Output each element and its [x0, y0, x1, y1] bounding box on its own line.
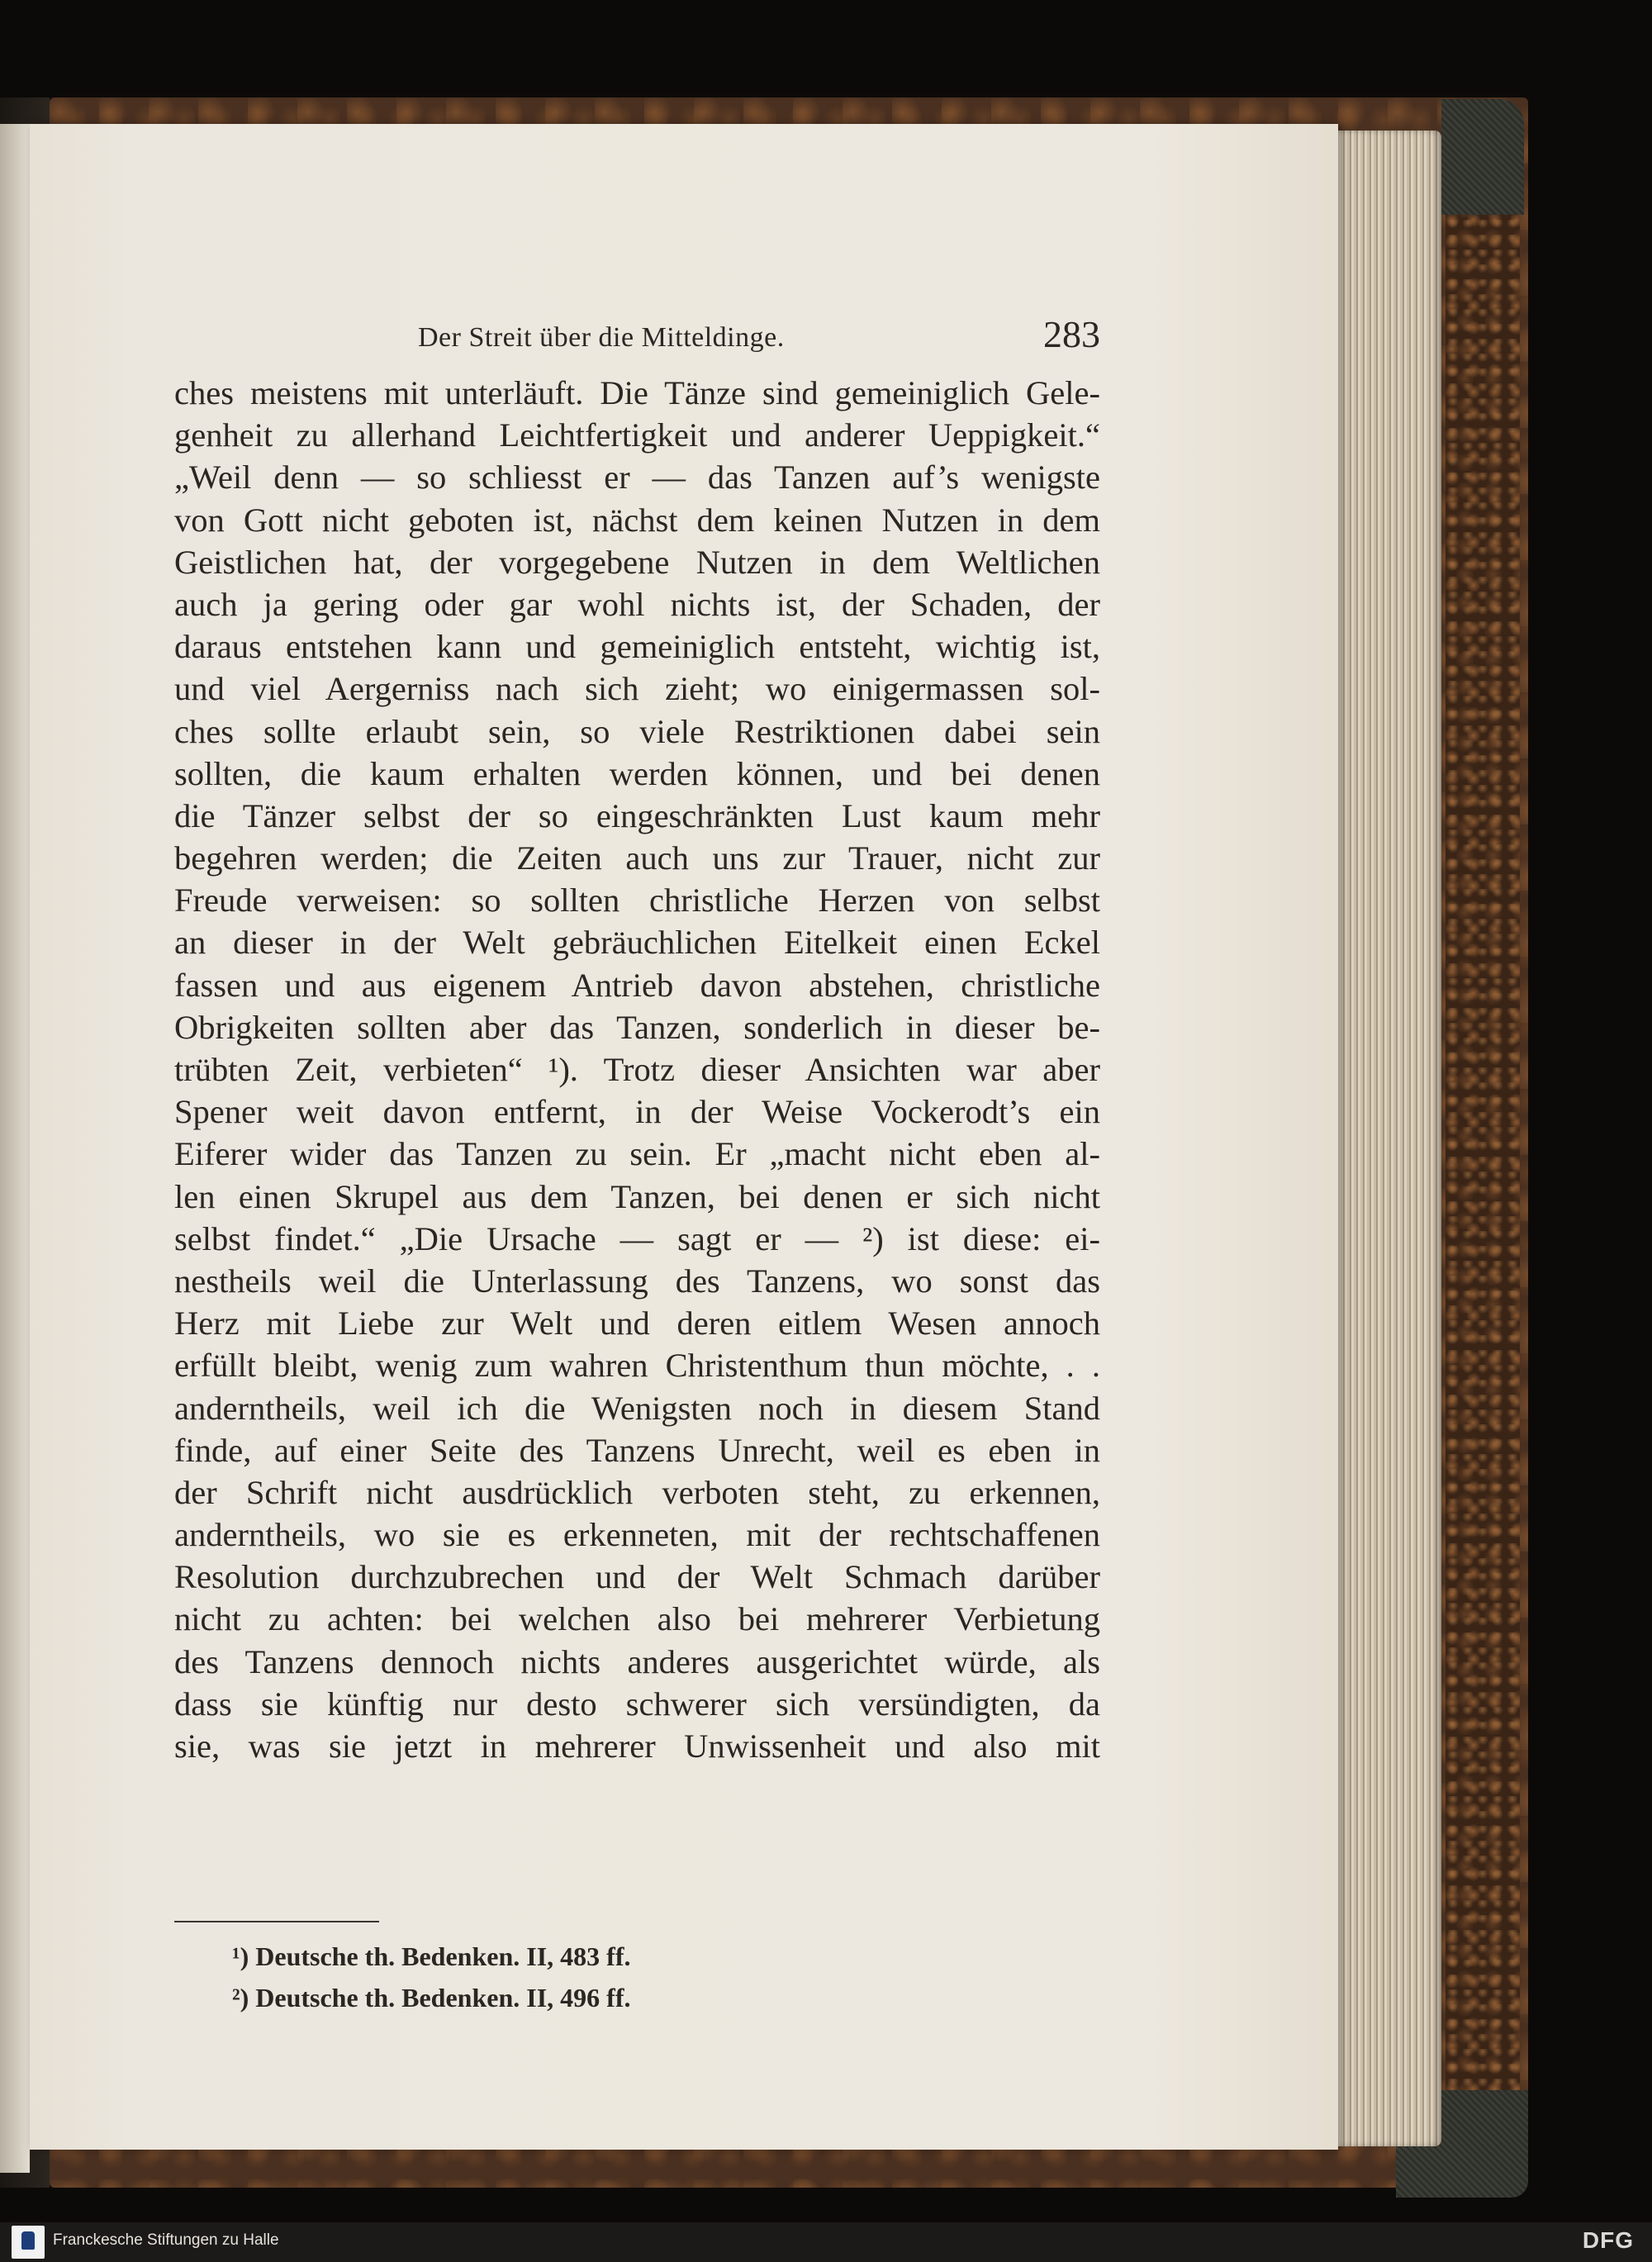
text-line: dass sie künftig nur desto schwerer sich versündigten, da	[174, 1685, 1100, 1723]
text-line: len einen Skrupel aus dem Tanzen, bei denen er sich nicht	[174, 1177, 1100, 1215]
text-line: anderntheils, wo sie es erkenneten, mit der rechtschaffenen	[174, 1516, 1100, 1554]
text-line: des Tanzens dennoch nichts anderes ausgerichtet würde, als	[174, 1642, 1100, 1680]
marbled-cover-edge	[1446, 190, 1520, 2156]
footnote-1: ¹) Deutsche th. Bedenken. II, 483 ff.	[232, 1941, 631, 1971]
text-line: genheit zu allerhand Leichtfertigkeit und anderer Ueppigkeit.“	[174, 416, 1100, 454]
dfg-logo: DFG	[1582, 2227, 1634, 2253]
text-line: Resolution durchzubrechen und der Welt Schmach darüber	[174, 1558, 1100, 1596]
text-line: von Gott nicht geboten ist, nächst dem keinen Nutzen in dem	[174, 501, 1100, 539]
franckesche-stiftungen-logo-icon	[12, 2226, 45, 2259]
text-line: daraus entstehen kann und gemeiniglich entsteht, wichtig ist,	[174, 628, 1100, 666]
viewer-footer-bar	[0, 2222, 1652, 2262]
text-line: sie, was sie jetzt in mehrerer Unwissenheit und also mit	[174, 1727, 1100, 1765]
text-line: nicht zu achten: bei welchen also bei mehrerer Verbietung	[174, 1600, 1100, 1638]
text-line: „Weil denn — so schliesst er — das Tanzen auf’s wenigste	[174, 459, 1100, 497]
body-text	[174, 372, 1100, 1767]
text-line: die Tänzer selbst der so eingeschränkten Lust kaum mehr	[174, 796, 1100, 834]
footnote-2: ²) Deutsche th. Bedenken. II, 496 ff.	[232, 1983, 631, 2013]
text-line: Obrigkeiten sollten aber das Tanzen, sonderlich in dieser be-	[174, 1008, 1100, 1046]
page-edges	[1334, 131, 1441, 2146]
institution-name: Franckesche Stiftungen zu Halle	[53, 2231, 279, 2249]
text-line: Eiferer wider das Tanzen zu sein. Er „macht nicht eben al-	[174, 1135, 1100, 1173]
text-line: anderntheils, weil ich die Wenigsten noch in diesem Stand	[174, 1389, 1100, 1427]
text-line: finde, auf einer Seite des Tanzens Unrecht, weil es eben in	[174, 1431, 1100, 1469]
footnote-rule	[174, 1921, 379, 1922]
running-header	[30, 312, 1338, 362]
left-page-edge	[0, 124, 30, 2173]
text-line: und viel Aergerniss nach sich zieht; wo einigermassen sol-	[174, 670, 1100, 708]
text-line: an dieser in der Welt gebräuchlichen Eitelkeit einen Eckel	[174, 924, 1100, 962]
text-line: selbst findet.“ „Die Ursache — sagt er — ²) ist diese: ei-	[174, 1219, 1100, 1257]
text-line: Freude verweisen: so sollten christliche Herzen von selbst	[174, 882, 1100, 920]
book-page	[30, 124, 1338, 2150]
text-line: erfüllt bleibt, wenig zum wahren Christenthum thun möchte, . .	[174, 1347, 1100, 1385]
text-line: trübten Zeit, verbieten“ ¹). Trotz dieser Ansichten war aber	[174, 1051, 1100, 1088]
text-line: der Schrift nicht ausdrücklich verboten steht, zu erkennen,	[174, 1473, 1100, 1511]
text-line: ches sollte erlaubt sein, so viele Restriktionen dabei sein	[174, 712, 1100, 750]
text-line: sollten, die kaum erhalten werden können, und bei denen	[174, 754, 1100, 792]
text-line: auch ja gering oder gar wohl nichts ist, der Schaden, der	[174, 585, 1100, 623]
footnotes	[232, 1936, 630, 2018]
text-line: nestheils weil die Unterlassung des Tanzens, wo sonst das	[174, 1262, 1100, 1300]
text-line: Spener weit davon entfernt, in der Weise Vockerodt’s ein	[174, 1093, 1100, 1131]
text-line: Herz mit Liebe zur Welt und deren eitlem Wesen annoch	[174, 1304, 1100, 1342]
page-number: 283	[1043, 313, 1100, 355]
text-line: fassen und aus eigenem Antrieb davon abstehen, christliche	[174, 966, 1100, 1004]
logo-mark-icon	[21, 2231, 35, 2250]
text-line: ches meistens mit unterläuft. Die Tänze sind gemeiniglich Gele-	[174, 374, 1100, 411]
running-title: Der Streit über die Mitteldinge.	[418, 322, 785, 353]
cloth-corner-top	[1441, 99, 1524, 215]
text-line: Geistlichen hat, der vorgegebene Nutzen in dem Weltlichen	[174, 543, 1100, 581]
text-line: begehren werden; die Zeiten auch uns zur Trauer, nicht zur	[174, 839, 1100, 877]
